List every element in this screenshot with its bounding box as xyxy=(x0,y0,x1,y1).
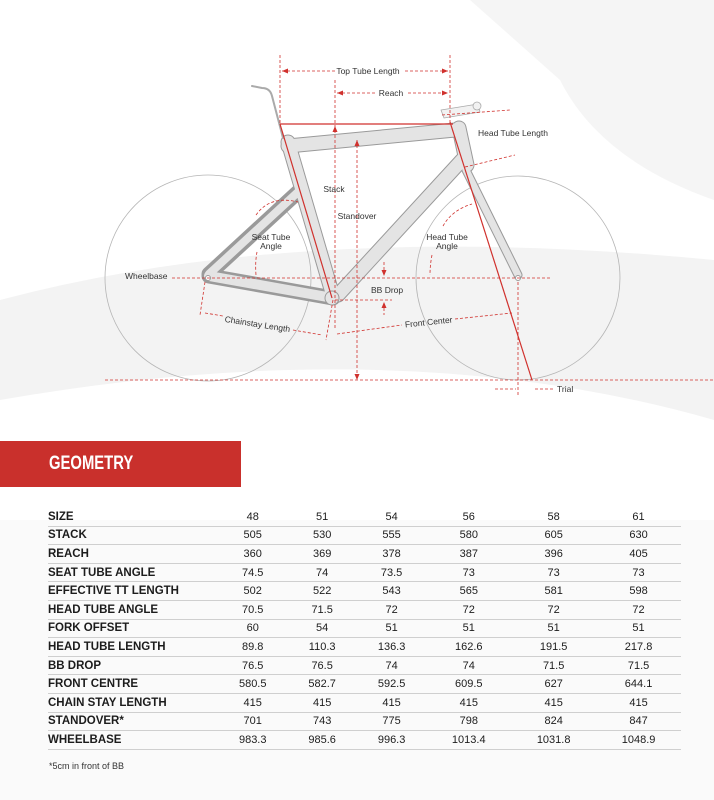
table-cell: 415 xyxy=(596,693,681,712)
table-cell: 73 xyxy=(426,563,511,582)
table-cell: 76.5 xyxy=(218,656,287,675)
row-label: EFFECTIVE TT LENGTH xyxy=(48,582,218,601)
geometry-header-banner xyxy=(0,441,241,487)
table-row xyxy=(48,582,681,601)
table-cell: 405 xyxy=(596,545,681,564)
label-reach: Reach xyxy=(378,88,404,98)
table-cell: 415 xyxy=(426,693,511,712)
row-label: FORK OFFSET xyxy=(48,619,218,638)
label-wheelbase: Wheelbase xyxy=(125,271,168,281)
table-row xyxy=(48,731,681,750)
table-cell: 74 xyxy=(357,656,426,675)
table-cell: 630 xyxy=(596,526,681,545)
label-bb-drop: BB Drop xyxy=(371,285,404,295)
label-front-center: Front Center xyxy=(404,314,453,330)
table-cell: 110.3 xyxy=(287,638,356,657)
table-cell: 1031.8 xyxy=(511,731,596,750)
table-cell: 51 xyxy=(596,619,681,638)
geometry-table xyxy=(48,508,681,750)
table-cell: 415 xyxy=(511,693,596,712)
table-cell: 72 xyxy=(511,600,596,619)
footnote: *5cm in front of BB xyxy=(49,761,125,771)
table-cell: 701 xyxy=(218,712,287,731)
table-cell: 48 xyxy=(218,508,287,526)
table-cell: 58 xyxy=(511,508,596,526)
table-cell: 54 xyxy=(357,508,426,526)
table-cell: 530 xyxy=(287,526,356,545)
table-cell: 1048.9 xyxy=(596,731,681,750)
table-cell: 72 xyxy=(357,600,426,619)
table-cell: 71.5 xyxy=(287,600,356,619)
table-cell: 505 xyxy=(218,526,287,545)
table-cell: 72 xyxy=(596,600,681,619)
table-cell: 415 xyxy=(287,693,356,712)
table-cell: 580 xyxy=(426,526,511,545)
dimension-labels xyxy=(125,66,573,394)
table-cell: 51 xyxy=(511,619,596,638)
table-row xyxy=(48,600,681,619)
table-cell: 396 xyxy=(511,545,596,564)
table-cell: 60 xyxy=(218,619,287,638)
geometry-title: GEOMETRY xyxy=(49,453,134,474)
table-cell: 73.5 xyxy=(357,563,426,582)
table-cell: 598 xyxy=(596,582,681,601)
table-cell: 369 xyxy=(287,545,356,564)
table-cell: 609.5 xyxy=(426,675,511,694)
table-cell: 76.5 xyxy=(287,656,356,675)
table-cell: 191.5 xyxy=(511,638,596,657)
table-cell: 1013.4 xyxy=(426,731,511,750)
table-cell: 61 xyxy=(596,508,681,526)
table-cell: 378 xyxy=(357,545,426,564)
table-cell: 56 xyxy=(426,508,511,526)
table-cell: 824 xyxy=(511,712,596,731)
table-cell: 798 xyxy=(426,712,511,731)
table-cell: 74 xyxy=(287,563,356,582)
row-label: SIZE xyxy=(48,508,218,526)
table-cell: 582.7 xyxy=(287,675,356,694)
table-cell: 217.8 xyxy=(596,638,681,657)
table-cell: 847 xyxy=(596,712,681,731)
label-chainstay-length: Chainstay Length xyxy=(224,313,291,335)
row-label: REACH xyxy=(48,545,218,564)
table-row xyxy=(48,563,681,582)
seatpost xyxy=(252,86,283,138)
row-label: HEAD TUBE LENGTH xyxy=(48,638,218,657)
table-cell: 89.8 xyxy=(218,638,287,657)
table-cell: 73 xyxy=(596,563,681,582)
table-cell: 775 xyxy=(357,712,426,731)
row-label: BB DROP xyxy=(48,656,218,675)
table-row xyxy=(48,675,681,694)
table-row xyxy=(48,526,681,545)
table-cell: 605 xyxy=(511,526,596,545)
label-head-tube-angle-1: Head Tube xyxy=(426,232,468,242)
table-cell: 743 xyxy=(287,712,356,731)
table-cell: 996.3 xyxy=(357,731,426,750)
label-head-tube-length: Head Tube Length xyxy=(478,128,548,138)
table-cell: 70.5 xyxy=(218,600,287,619)
table-cell: 73 xyxy=(511,563,596,582)
table-cell: 415 xyxy=(357,693,426,712)
table-cell: 627 xyxy=(511,675,596,694)
table-cell: 565 xyxy=(426,582,511,601)
row-label: CHAIN STAY LENGTH xyxy=(48,693,218,712)
table-cell: 51 xyxy=(426,619,511,638)
label-head-tube-angle-2: Angle xyxy=(436,241,458,251)
table-row xyxy=(48,638,681,657)
table-cell: 581 xyxy=(511,582,596,601)
table-row xyxy=(48,712,681,731)
table-cell: 72 xyxy=(426,600,511,619)
row-label: SEAT TUBE ANGLE xyxy=(48,563,218,582)
label-seat-tube-angle-2: Angle xyxy=(260,241,282,251)
table-cell: 502 xyxy=(218,582,287,601)
row-label: HEAD TUBE ANGLE xyxy=(48,600,218,619)
table-cell: 360 xyxy=(218,545,287,564)
row-label: STACK xyxy=(48,526,218,545)
table-cell: 522 xyxy=(287,582,356,601)
label-stack: Stack xyxy=(323,184,345,194)
row-label: STANDOVER* xyxy=(48,712,218,731)
table-cell: 644.1 xyxy=(596,675,681,694)
label-top-tube-length: Top Tube Length xyxy=(336,66,400,76)
table-cell: 592.5 xyxy=(357,675,426,694)
table-cell: 74.5 xyxy=(218,563,287,582)
table-row xyxy=(48,508,681,526)
table-cell: 136.3 xyxy=(357,638,426,657)
table-row xyxy=(48,619,681,638)
table-cell: 555 xyxy=(357,526,426,545)
table-cell: 983.3 xyxy=(218,731,287,750)
table-cell: 162.6 xyxy=(426,638,511,657)
table-cell: 387 xyxy=(426,545,511,564)
table-cell: 74 xyxy=(426,656,511,675)
table-row xyxy=(48,545,681,564)
table-cell: 985.6 xyxy=(287,731,356,750)
label-seat-tube-angle-1: Seat Tube xyxy=(251,232,291,242)
label-trail: Trial xyxy=(557,384,574,394)
label-standover: Standover xyxy=(337,211,377,221)
table-row xyxy=(48,656,681,675)
table-cell: 71.5 xyxy=(511,656,596,675)
table-cell: 54 xyxy=(287,619,356,638)
table-row xyxy=(48,693,681,712)
row-label: WHEELBASE xyxy=(48,731,218,750)
table-cell: 51 xyxy=(287,508,356,526)
row-label: FRONT CENTRE xyxy=(48,675,218,694)
table-cell: 580.5 xyxy=(218,675,287,694)
table-cell: 51 xyxy=(357,619,426,638)
table-cell: 71.5 xyxy=(596,656,681,675)
table-cell: 415 xyxy=(218,693,287,712)
table-cell: 543 xyxy=(357,582,426,601)
